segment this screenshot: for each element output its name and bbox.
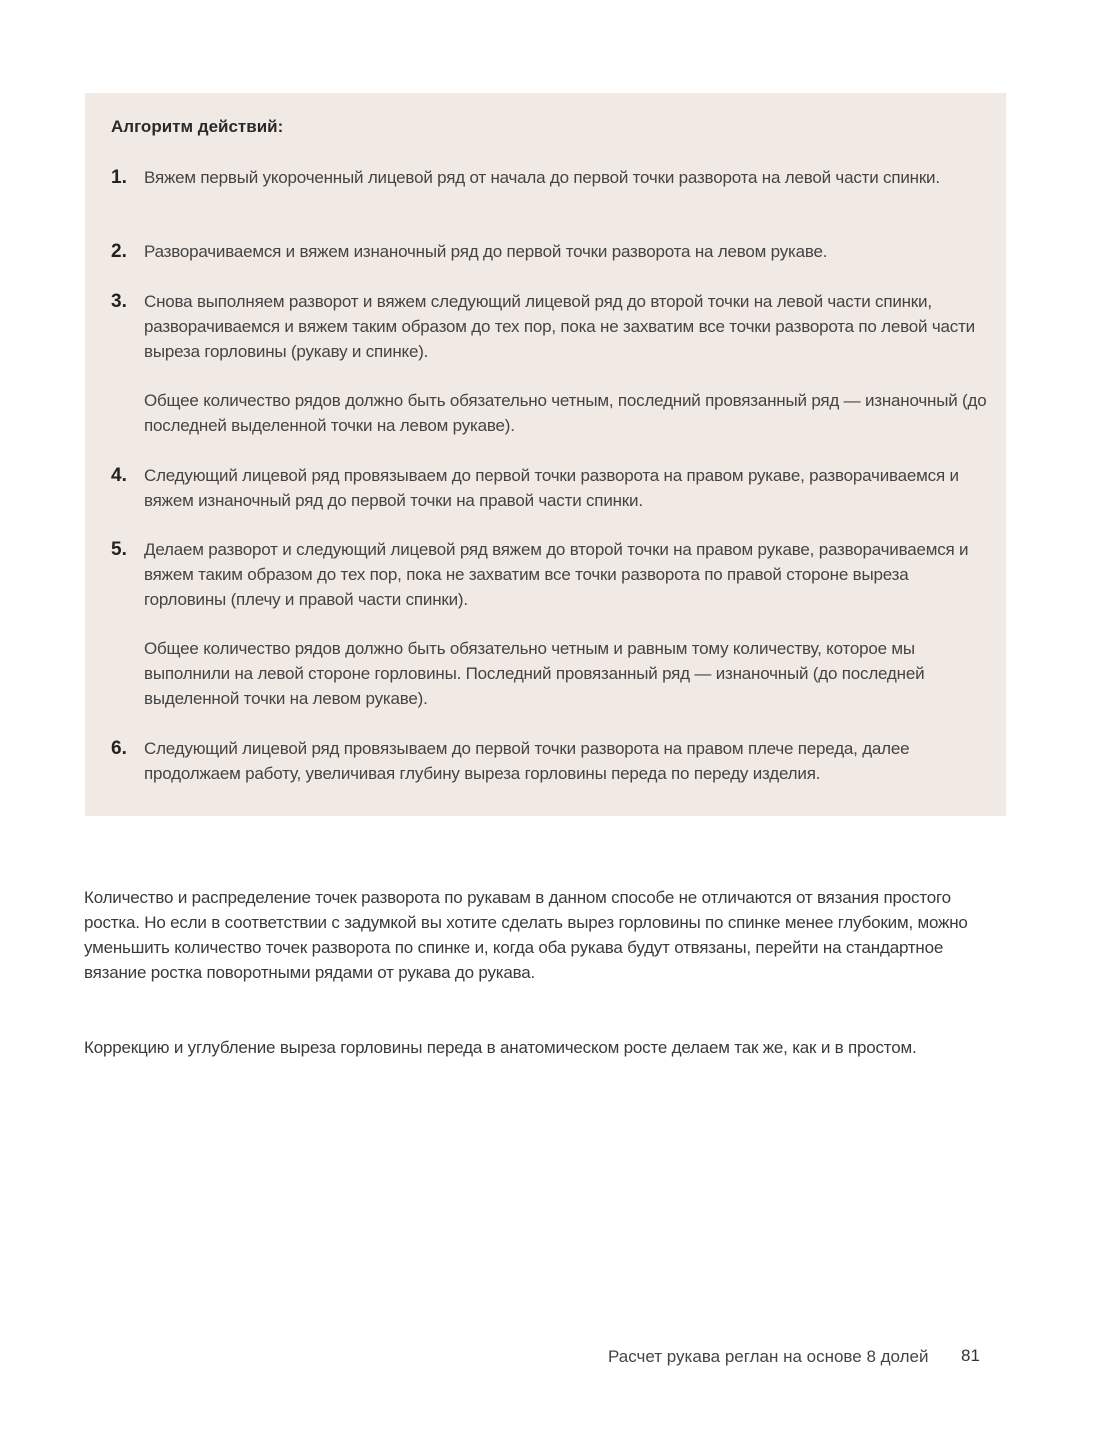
body-paragraph-1: Количество и распределение точек разворота по рукавам в данном способе не отличаются от вязания простого ростка. Но если в соответствии с задумкой вы хотите сделать вырез горловины по спинке менее глубоким, можно уменьшить количество точек разворота по спинке и, когда оба рукава будут отвязаны, перейти на стандартное вязание ростка поворотными рядами от рукава до рукава. (84, 888, 968, 982)
step-5 (111, 537, 991, 711)
step-4 (111, 463, 991, 513)
body-paragraph-2: Коррекцию и углубление выреза горловины переда в анатомическом росте делаем так же, как и в простом. (84, 1038, 917, 1057)
step-number: 1. (111, 167, 127, 188)
step-text: Следующий лицевой ряд провязываем до первой точки разворота на правом плече переда, далее продолжаем работу, увеличивая глубину выреза горловины переда по переду изделия. (144, 739, 910, 783)
step-text: Следующий лицевой ряд провязываем до первой точки разворота на правом рукаве, разворачиваемся и вяжем изнаночный ряд до первой точки на правой части спинки. (144, 466, 959, 510)
step-text: Снова выполняем разворот и вяжем следующий лицевой ряд до второй точки на левой части спинки, разворачиваемся и вяжем таким образом до тех пор, пока не захватим все точки разворота по левой части выреза горловины (рукаву и спинке). (144, 292, 975, 361)
step-note: Общее количество рядов должно быть обязательно четным и равным тому количеству, которое мы выполнили на левой стороне горловины. Последний провязанный ряд — изнаночный (до последней выделенной точки на левом рукаве). (144, 639, 925, 708)
step-number: 6. (111, 738, 127, 759)
running-title: Расчет рукава реглан на основе 8 долей (608, 1347, 929, 1366)
step-2 (111, 239, 991, 264)
step-number: 2. (111, 241, 127, 262)
algorithm-title: Алгоритм действий: (111, 117, 284, 136)
step-6 (111, 736, 991, 786)
step-text: Делаем разворот и следующий лицевой ряд вяжем до второй точки на правом рукаве, разворачиваемся и вяжем таким образом до тех пор, пока не захватим все точки разворота по правой стороне выреза горловины (плечу и правой части спинки). (144, 540, 969, 609)
step-1 (111, 165, 991, 190)
step-number: 3. (111, 291, 127, 312)
step-3 (111, 289, 991, 438)
step-text: Разворачиваемся и вяжем изнаночный ряд до первой точки разворота на левом рукаве. (144, 242, 828, 261)
algorithm-box (85, 93, 1006, 816)
step-number: 5. (111, 539, 127, 560)
page-number: 81 (961, 1346, 980, 1365)
step-number: 4. (111, 465, 127, 486)
step-text: Вяжем первый укороченный лицевой ряд от начала до первой точки разворота на левой части спинки. (144, 168, 940, 187)
step-note: Общее количество рядов должно быть обязательно четным, последний провязанный ряд — изнаночный (до последней выделенной точки на левом рукаве). (144, 391, 987, 435)
